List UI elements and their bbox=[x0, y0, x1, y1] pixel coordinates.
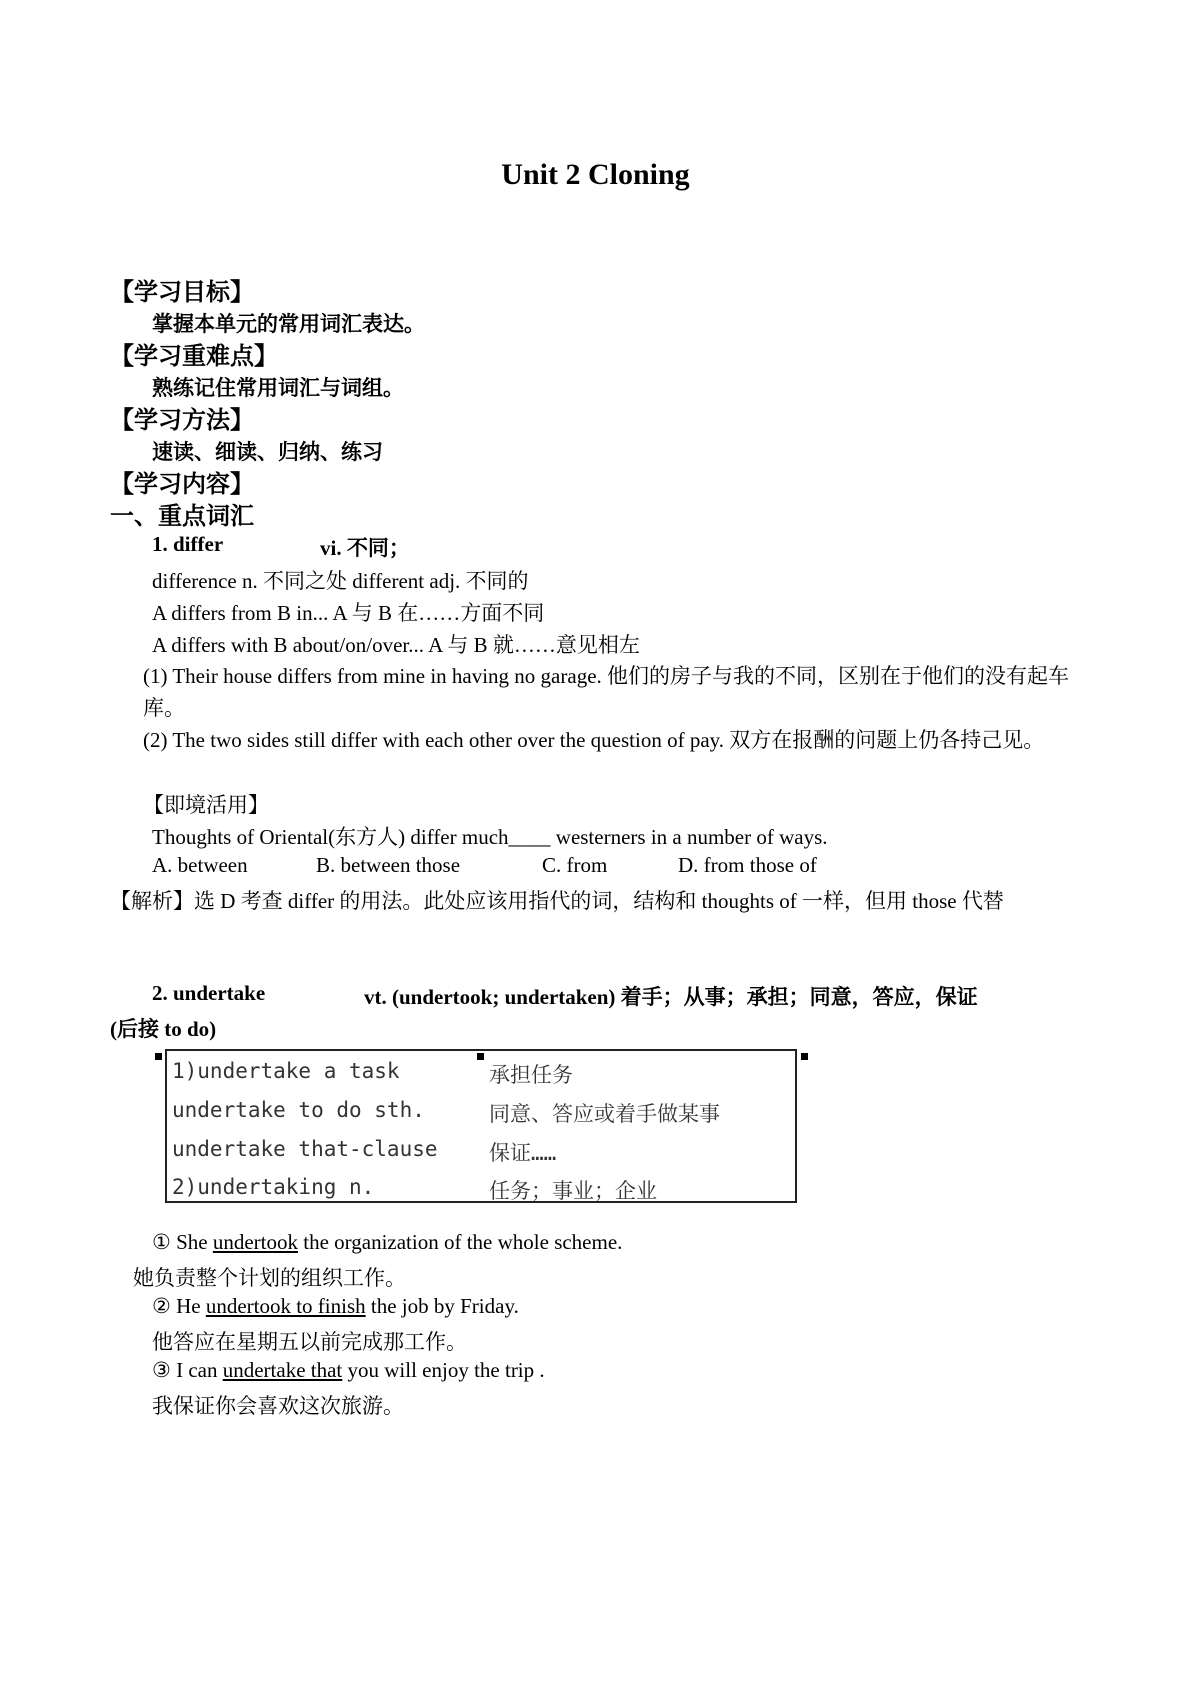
usage-table-image bbox=[165, 1049, 797, 1203]
practice-heading: 【即境活用】 bbox=[143, 793, 269, 817]
word1-headword: 1. differ bbox=[152, 532, 224, 556]
table-cell-en: undertake that-clause bbox=[172, 1137, 438, 1161]
table-cell-en: undertake to do sth. bbox=[172, 1098, 425, 1122]
section-heading: 一、重点词汇 bbox=[110, 504, 254, 530]
word2-headword: 2. undertake bbox=[152, 981, 266, 1005]
word2-definition-cont: (后接 to do) bbox=[110, 1017, 217, 1041]
word2-example-3: ③ I can undertake that you will enjoy the trip . bbox=[152, 1358, 545, 1382]
word1-pos: vi. 不同； bbox=[320, 536, 410, 560]
word1-example-1: (1) Their house differs from mine in having no garage. 他们的房子与我的不同，区别在于他们的没有起车库。 bbox=[143, 664, 1070, 720]
selection-handle[interactable] bbox=[801, 1053, 808, 1060]
analysis-text: 【解析】选 D 考查 differ 的用法。此处应该用指代的词，结构和 thoughts of 一样，但用 those 代替 bbox=[110, 889, 1004, 913]
method-text: 速读、细读、归纳、练习 bbox=[152, 440, 383, 464]
option-c: C. from bbox=[542, 853, 608, 877]
word1-line3: A differs with B about/on/over... A 与 B 就……意见相左 bbox=[152, 633, 640, 657]
key-points-text: 熟练记住常用词汇与词组。 bbox=[152, 376, 404, 400]
table-cell-zh: 保证…… bbox=[489, 1141, 557, 1165]
practice-question: Thoughts of Oriental(东方人) differ much____ westerners in a number of ways. bbox=[152, 825, 828, 849]
table-cell-zh: 承担任务 bbox=[489, 1063, 573, 1087]
word2-definition: vt. (undertook; undertaken) 着手；从事；承担；同意，答应，保证 bbox=[364, 985, 978, 1009]
option-d: D. from those of bbox=[678, 853, 817, 877]
word1-line2: A differs from B in... A 与 B 在……方面不同 bbox=[152, 601, 545, 625]
table-cell-zh: 同意、答应或着手做某事 bbox=[489, 1102, 720, 1126]
word1-example-2: (2) The two sides still differ with each other over the question of pay. 双方在报酬的问题上仍各持己见。 bbox=[143, 728, 1045, 752]
table-cell-en: 2)undertaking n. bbox=[172, 1175, 375, 1199]
word2-example-3-zh: 我保证你会喜欢这次旅游。 bbox=[152, 1394, 404, 1418]
word2-example-1-zh: 她负责整个计划的组织工作。 bbox=[133, 1266, 406, 1290]
word1-line1: difference n. 不同之处 different adj. 不同的 bbox=[152, 569, 529, 593]
option-b: B. between those bbox=[316, 853, 461, 877]
objectives-text: 掌握本单元的常用词汇表达。 bbox=[152, 312, 425, 336]
option-a: A. between bbox=[152, 853, 248, 877]
word2-example-2-zh: 他答应在星期五以前完成那工作。 bbox=[152, 1330, 467, 1354]
content-heading: 【学习内容】 bbox=[110, 472, 254, 498]
table-cell-zh: 任务；事业；企业 bbox=[489, 1179, 657, 1203]
key-points-heading: 【学习重难点】 bbox=[110, 344, 278, 370]
objectives-heading: 【学习目标】 bbox=[110, 280, 254, 306]
selection-handle[interactable] bbox=[155, 1053, 162, 1060]
table-cell-en: 1)undertake a task bbox=[172, 1059, 400, 1083]
page-title: Unit 2 Cloning bbox=[501, 158, 690, 191]
word2-example-2: ② He undertook to finish the job by Friday. bbox=[152, 1294, 519, 1318]
method-heading: 【学习方法】 bbox=[110, 408, 254, 434]
word2-example-1: ① She undertook the organization of the whole scheme. bbox=[152, 1230, 623, 1254]
